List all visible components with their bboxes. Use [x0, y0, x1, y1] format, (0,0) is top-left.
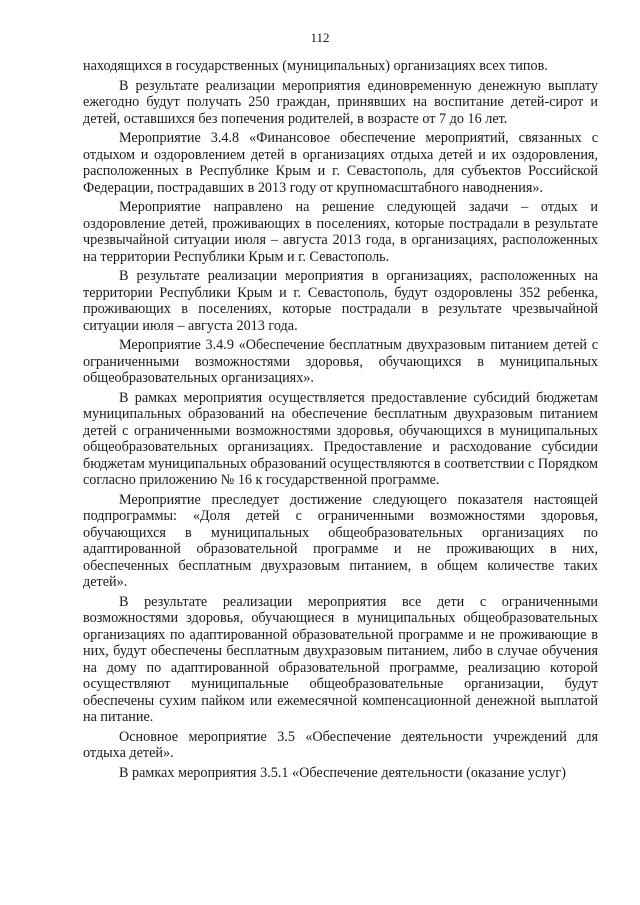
paragraph-meals-result: В результате реализации мероприятия все дети с ограниченными возможностями здоровья, обучающиеся в муниципальных общеобразовательных организациях по адаптированной образовательной программе и не проживающие в них, будут обеспечены бесплатным двухразовым питанием, либо в случае обучения на дому по адаптированной образовательной программе, реализацию которой осуществляют муниципальные общеобразовательные организации, будут обеспечены сухим пайком или ежемесячной компенсационной денежной выплатой на питание. — [83, 593, 598, 725]
paragraph-subsidies: В рамках мероприятия осуществляется предоставление субсидий бюджетам муниципальных образований на обеспечение бесплатным двухразовым питанием детей с ограниченными возможностями здоровья, обучающихся в муниципальных общеобразовательных организациях. Предоставление и расходование субсидии бюджетам муниципальных образований осуществляются в соответствии с Порядком согласно приложению № 16 к государственной программе. — [83, 389, 598, 488]
document-body — [83, 58, 598, 784]
paragraph-measure-3-4-9: Мероприятие 3.4.9 «Обеспечение бесплатным двухразовым питанием детей с ограниченными возможностями здоровья, обучающихся в муниципальных общеобразовательных организациях». — [83, 337, 598, 386]
paragraph-continuation: находящихся в государственных (муниципальных) организациях всех типов. — [83, 58, 548, 74]
page-number: 112 — [310, 30, 330, 45]
paragraph-measure-task: Мероприятие направлено на решение следующей задачи – отдых и оздоровление детей, проживающих в поселениях, которые пострадали в результате чрезвычайной ситуации июля – августа 2013 года, в организациях, расположенных на территории Республики Крым и г. Севастополь. — [83, 199, 598, 265]
paragraph-payment-result: В результате реализации мероприятия единовременную денежную выплату ежегодно будут получать 250 граждан, принявших на воспитание детей-сирот и детей, оставшихся без попечения родителей, в возрасте от 7 до 16 лет. — [83, 77, 598, 127]
paragraph-measure-3-4-8: Мероприятие 3.4.8 «Финансовое обеспечение мероприятий, связанных с отдыхом и оздоровлением детей в организациях отдыха детей и их оздоровления, расположенных в Республике Крым и г. Севастополь, для субъектов Российской Федерации, пострадавших в 2013 году от крупномасштабного наводнения». — [83, 130, 598, 196]
paragraph-indicator: Мероприятие преследует достижение следующего показателя настоящей подпрограммы: «Доля детей с ограниченными возможностями здоровья, обучающихся в муниципальных общеобразовательных организациях по адаптированной образовательной программе и не проживающих в них, обеспеченных бесплатным двухразовым питанием, в общем количестве таких детей». — [83, 491, 598, 590]
paragraph-measure-3-5-1: В рамках мероприятия 3.5.1 «Обеспечение деятельности (оказание услуг) — [119, 764, 566, 781]
paragraph-recovery-result: В результате реализации мероприятия в организациях, расположенных на территории Республики Крым и г. Севастополь, будут оздоровлены 352 ребенка, проживающих в поселениях, которые пострадали в результате чрезвычайной ситуации июля – августа 2013 года. — [83, 268, 598, 334]
paragraph-main-measure-3-5: Основное мероприятие 3.5 «Обеспечение деятельности учреждений для отдыха детей». — [83, 728, 598, 761]
